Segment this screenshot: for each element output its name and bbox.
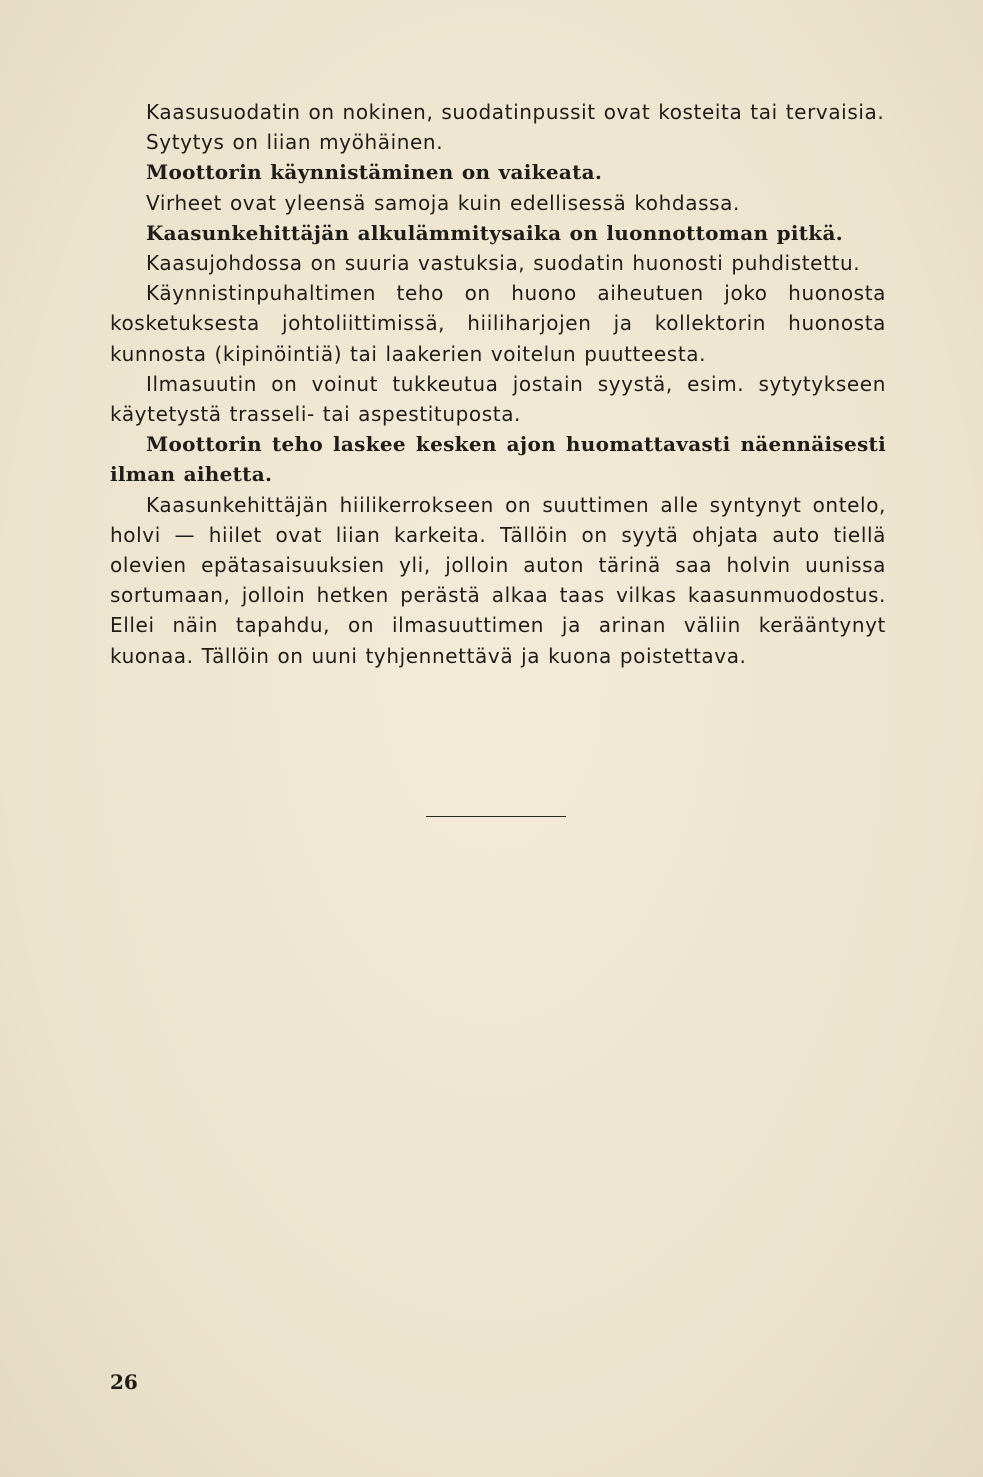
section-heading: Moottorin käynnistäminen on vaikeata. xyxy=(146,160,603,185)
body-text xyxy=(110,97,886,671)
page-number: 26 xyxy=(110,1370,138,1394)
paragraph: Käynnistinpuhaltimen teho on huono aiheutuen joko huonosta kosketuksesta johtoliittimissä, hiiliharjojen ja kollektorin huonosta kunnosta (kipinöintiä) tai laakerien voitelun puutteesta. xyxy=(110,281,886,366)
paragraph: Kaasunkehittäjän hiilikerrokseen on suuttimen alle syntynyt ontelo, holvi — hiilet ovat liian karkeita. Tällöin on syytä ohjata auto tiellä olevien epätasaisuuksien yli, jolloin auton tärinä saa holvin uunissa sortumaan, jolloin hetken perästä alkaa taas vilkas kaasunmuodostus. Ellei näin tapahdu, on ilmasuuttimen ja arinan väliin kerääntynyt kuonaa. Tällöin on uuni tyhjennettävä ja kuona poistettava. xyxy=(110,492,886,668)
paragraph: Kaasusuodatin on nokinen, suodatinpussit ovat kosteita tai tervaisia. xyxy=(146,100,885,124)
section-heading: Moottorin teho laskee kesken ajon huomattavasti näennäisesti ilman aihetta. xyxy=(110,432,886,487)
section-heading: Kaasunkehittäjän alkulämmitysaika on luonnottoman pitkä. xyxy=(146,220,843,245)
paragraph: Virheet ovat yleensä samoja kuin edellisessä kohdassa. xyxy=(146,190,740,215)
section-divider xyxy=(426,816,566,817)
paragraph: Kaasujohdossa on suuria vastuksia, suodatin huonosti puhdistettu. xyxy=(146,251,861,276)
paragraph: Sytytys on liian myöhäinen. xyxy=(146,130,444,155)
paragraph: Ilmasuutin on voinut tukkeutua jostain syystä, esim. sytytykseen käytetystä trasseli- tai aspestituposta. xyxy=(110,371,886,427)
